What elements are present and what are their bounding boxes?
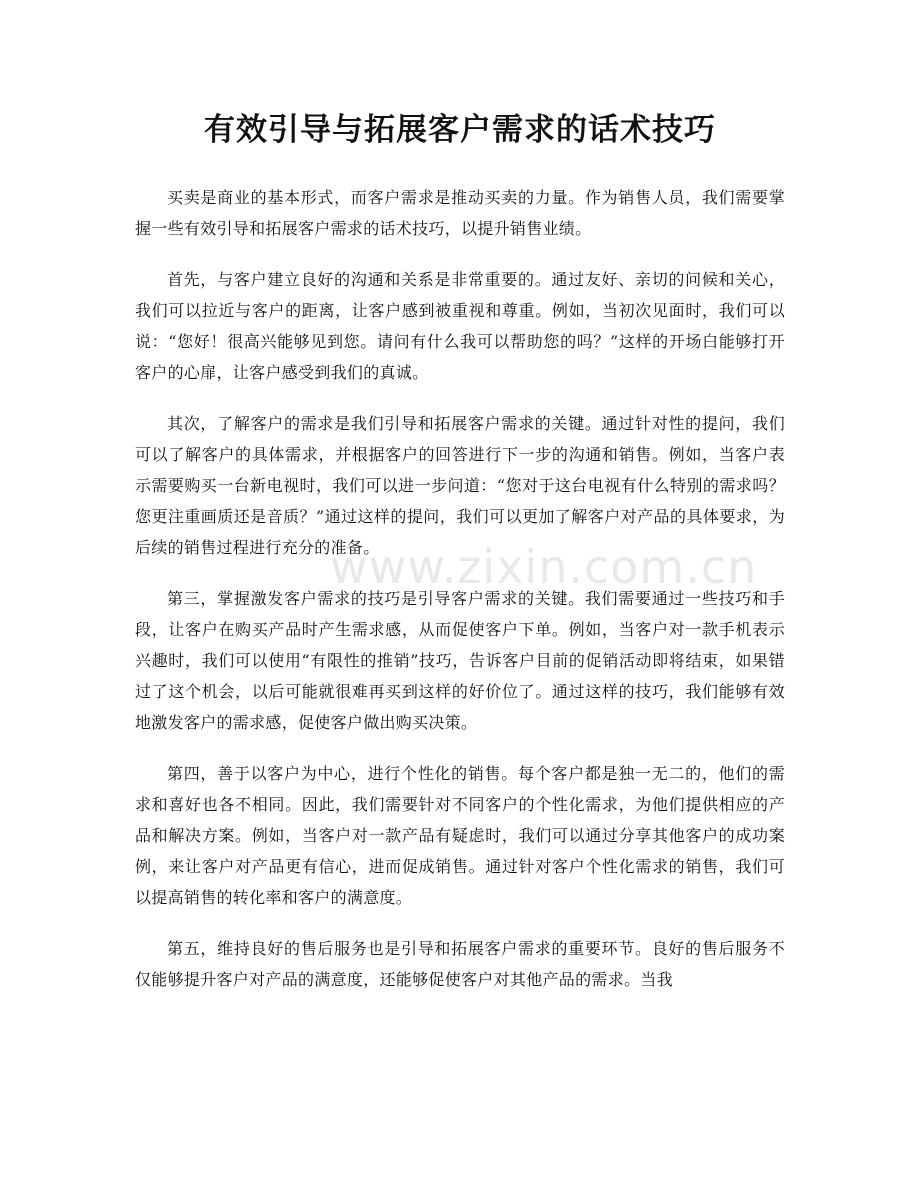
paragraph-first: 首先，与客户建立良好的沟通和关系是非常重要的。通过友好、亲切的问候和关心，我们可以拉近与客户的距离，让客户感到被重视和尊重。例如，当初次见面时，我们可以说：“您好！很高兴能够见到您。请问有什么我可以帮助您的吗？”这样的开场白能够打开客户的心扉，让客户感受到我们的真诚。 (135, 270, 785, 382)
paragraph-third: 第三，掌握激发客户需求的技巧是引导客户需求的关键。我们需要通过一些技巧和手段，让客户在购买产品时产生需求感，从而促使客户下单。例如，当客户对一款手机表示兴趣时，我们可以使用“有限性的推销”技巧，告诉客户目前的促销活动即将结束，如果错过了这个机会，以后可能就很难再买到这样的好价位了。通过这样的技巧，我们能够有效地激发客户的需求感，促使客户做出购买决策。 (135, 589, 785, 732)
watermark: www.zixin.com.cn (330, 540, 758, 594)
paragraph-intro: 买卖是商业的基本形式，而客户需求是推动买卖的力量。作为销售人员，我们需要掌握一些有效引导和拓展客户需求的话术技巧，以提升销售业绩。 (135, 188, 785, 238)
paragraph-second: 其次，了解客户的需求是我们引导和拓展客户需求的关键。通过针对性的提问，我们可以了解客户的具体需求，并根据客户的回答进行下一步的沟通和销售。例如，当客户表示需要购买一台新电视时，我们可以进一步问道：“您对于这台电视有什么特别的需求吗？您更注重画质还是音质？”通过这样的提问，我们可以更加了解客户对产品的具体要求，为后续的销售过程进行充分的准备。 (135, 414, 785, 557)
document-title: 有效引导与拓展客户需求的话术技巧 (204, 112, 716, 148)
paragraph-fifth: 第五，维持良好的售后服务也是引导和拓展客户需求的重要环节。良好的售后服务不仅能够提升客户对产品的满意度，还能够促使客户对其他产品的需求。当我 (135, 939, 785, 989)
document-body (135, 182, 785, 1015)
paragraph-fourth: 第四，善于以客户为中心，进行个性化的销售。每个客户都是独一无二的，他们的需求和喜好也各不相同。因此，我们需要针对不同客户的个性化需求，为他们提供相应的产品和解决方案。例如，当客户对一款产品有疑虑时，我们可以通过分享其他客户的成功案例，来让客户对产品更有信心，进而促成销售。通过针对客户个性化需求的销售，我们可以提高销售的转化率和客户的满意度。 (135, 764, 785, 907)
